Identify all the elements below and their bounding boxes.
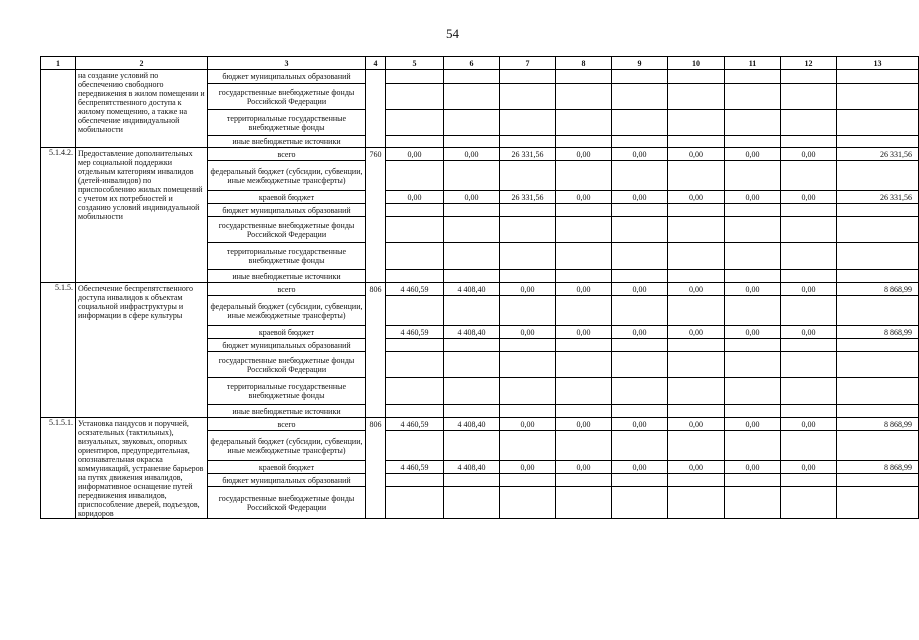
value-cell (725, 405, 781, 418)
value-cell (556, 136, 612, 148)
value-cell: 0,00 (781, 461, 837, 474)
value-cell (386, 110, 444, 136)
total-cell (837, 339, 919, 352)
funding-source: всего (208, 418, 366, 431)
funding-source: бюджет муниципальных образований (208, 474, 366, 487)
value-cell (612, 70, 668, 84)
funding-source: государственные внебюджетные фонды Российской Федерации (208, 352, 366, 378)
value-cell: 4 460,59 (386, 418, 444, 431)
total-cell (837, 243, 919, 270)
value-cell (500, 339, 556, 352)
value-cell (444, 217, 500, 243)
value-cell: 0,00 (668, 148, 725, 161)
value-cell: 4 408,40 (444, 326, 500, 339)
measure-name: Предоставление дополнительных мер социальной поддержки отдельным категориям инвалидов (детей-инвалидов) по приспособлению жилых помещений с учетом их потребностей и созданию условий индивидуальной мобильности (76, 148, 208, 283)
total-cell (837, 296, 919, 326)
value-cell (386, 431, 444, 461)
value-cell (444, 352, 500, 378)
value-cell (556, 110, 612, 136)
value-cell (725, 474, 781, 487)
item-number: 5.1.5. (41, 283, 76, 418)
value-cell: 0,00 (386, 148, 444, 161)
value-cell (725, 84, 781, 110)
value-cell: 0,00 (725, 326, 781, 339)
value-cell: 0,00 (668, 461, 725, 474)
total-cell: 8 868,99 (837, 461, 919, 474)
funding-source: бюджет муниципальных образований (208, 339, 366, 352)
value-cell (556, 474, 612, 487)
value-cell (725, 487, 781, 519)
value-cell: 0,00 (725, 191, 781, 204)
value-cell (725, 270, 781, 283)
header-cell: 7 (500, 57, 556, 70)
total-cell (837, 161, 919, 191)
value-cell (781, 204, 837, 217)
value-cell: 0,00 (556, 418, 612, 431)
header-cell: 8 (556, 57, 612, 70)
value-cell (612, 339, 668, 352)
funding-source: территориальные государственные внебюджетные фонды (208, 110, 366, 136)
value-cell (444, 204, 500, 217)
header-cell: 11 (725, 57, 781, 70)
value-cell (556, 405, 612, 418)
value-cell (386, 378, 444, 405)
value-cell (386, 405, 444, 418)
value-cell: 0,00 (556, 326, 612, 339)
value-cell (781, 161, 837, 191)
value-cell (444, 70, 500, 84)
funding-source: территориальные государственные внебюджетные фонды (208, 243, 366, 270)
value-cell (668, 70, 725, 84)
value-cell (725, 296, 781, 326)
total-cell (837, 204, 919, 217)
value-cell: 0,00 (612, 326, 668, 339)
table-body (41, 57, 919, 519)
value-cell (444, 84, 500, 110)
value-cell (612, 110, 668, 136)
header-cell: 12 (781, 57, 837, 70)
value-cell (556, 487, 612, 519)
value-cell (444, 270, 500, 283)
measure-name: Обеспечение беспрепятственного доступа инвалидов к объектам социальной инфраструктуры и информации в сфере культуры (76, 283, 208, 418)
value-cell (725, 204, 781, 217)
value-cell (668, 487, 725, 519)
value-cell (556, 339, 612, 352)
table-row (41, 148, 919, 161)
value-cell (500, 474, 556, 487)
value-cell (612, 296, 668, 326)
value-cell (612, 405, 668, 418)
value-cell (668, 84, 725, 110)
value-cell (556, 270, 612, 283)
value-cell (500, 431, 556, 461)
total-cell: 26 331,56 (837, 148, 919, 161)
funding-source: всего (208, 148, 366, 161)
value-cell (781, 70, 837, 84)
value-cell (781, 217, 837, 243)
item-number: 5.1.4.2. (41, 148, 76, 283)
value-cell (668, 161, 725, 191)
value-cell (725, 243, 781, 270)
value-cell (612, 136, 668, 148)
header-cell: 4 (366, 57, 386, 70)
value-cell (781, 110, 837, 136)
value-cell (612, 243, 668, 270)
value-cell (781, 136, 837, 148)
header-cell: 5 (386, 57, 444, 70)
value-cell (612, 217, 668, 243)
value-cell (612, 270, 668, 283)
value-cell (444, 161, 500, 191)
value-cell: 0,00 (725, 283, 781, 296)
value-cell (386, 296, 444, 326)
value-cell: 0,00 (781, 283, 837, 296)
value-cell: 0,00 (500, 283, 556, 296)
value-cell (556, 296, 612, 326)
funding-source: иные внебюджетные источники (208, 136, 366, 148)
funding-source: краевой бюджет (208, 326, 366, 339)
value-cell (612, 431, 668, 461)
value-cell (556, 204, 612, 217)
value-cell (500, 70, 556, 84)
header-cell: 13 (837, 57, 919, 70)
total-cell (837, 431, 919, 461)
value-cell (500, 161, 556, 191)
value-cell (386, 204, 444, 217)
total-cell (837, 270, 919, 283)
budget-code (366, 70, 386, 148)
value-cell (386, 487, 444, 519)
value-cell (612, 487, 668, 519)
table-row (41, 418, 919, 431)
total-cell (837, 217, 919, 243)
value-cell: 0,00 (612, 418, 668, 431)
funding-source: федеральный бюджет (субсидии, субвенции, иные межбюджетные трансферты) (208, 161, 366, 191)
total-cell: 26 331,56 (837, 191, 919, 204)
value-cell (556, 431, 612, 461)
value-cell (668, 474, 725, 487)
value-cell (668, 110, 725, 136)
value-cell (612, 474, 668, 487)
value-cell (386, 243, 444, 270)
item-number: 5.1.5.1. (41, 418, 76, 519)
value-cell (612, 204, 668, 217)
value-cell (781, 431, 837, 461)
page-number: 54 (446, 26, 459, 41)
value-cell: 0,00 (444, 148, 500, 161)
funding-source: государственные внебюджетные фонды Российской Федерации (208, 487, 366, 519)
value-cell (781, 243, 837, 270)
value-cell: 4 460,59 (386, 326, 444, 339)
funding-source: федеральный бюджет (субсидии, субвенции, иные межбюджетные трансферты) (208, 296, 366, 326)
total-cell (837, 136, 919, 148)
total-cell: 8 868,99 (837, 283, 919, 296)
financing-table (40, 56, 919, 519)
value-cell: 0,00 (668, 418, 725, 431)
funding-source: краевой бюджет (208, 461, 366, 474)
funding-source: государственные внебюджетные фонды Российской Федерации (208, 84, 366, 110)
total-cell: 8 868,99 (837, 418, 919, 431)
value-cell (386, 339, 444, 352)
value-cell: 26 331,56 (500, 148, 556, 161)
value-cell: 0,00 (725, 148, 781, 161)
value-cell (725, 136, 781, 148)
value-cell (444, 296, 500, 326)
value-cell (556, 378, 612, 405)
value-cell: 0,00 (556, 461, 612, 474)
value-cell (668, 243, 725, 270)
total-cell (837, 352, 919, 378)
value-cell (612, 161, 668, 191)
funding-source: территориальные государственные внебюджетные фонды (208, 378, 366, 405)
value-cell: 4 460,59 (386, 461, 444, 474)
value-cell: 0,00 (668, 326, 725, 339)
value-cell (781, 487, 837, 519)
value-cell (444, 378, 500, 405)
funding-source: бюджет муниципальных образований (208, 204, 366, 217)
value-cell (556, 161, 612, 191)
value-cell (386, 136, 444, 148)
value-cell (500, 487, 556, 519)
measure-name: на создание условий по обеспечению свободного передвижения в жилом помещении и беспрепятственного доступа к жилому помещению, а также на обеспечение индивидуальной мобильности (76, 70, 208, 148)
value-cell (386, 84, 444, 110)
value-cell (500, 204, 556, 217)
value-cell (668, 378, 725, 405)
value-cell: 0,00 (556, 283, 612, 296)
value-cell (725, 217, 781, 243)
header-cell: 1 (41, 57, 76, 70)
value-cell: 0,00 (725, 418, 781, 431)
item-number (41, 70, 76, 148)
value-cell: 4 408,40 (444, 418, 500, 431)
value-cell (556, 70, 612, 84)
total-cell: 8 868,99 (837, 326, 919, 339)
value-cell (556, 217, 612, 243)
value-cell (725, 339, 781, 352)
budget-code: 806 (366, 283, 386, 418)
value-cell (386, 474, 444, 487)
header-cell: 9 (612, 57, 668, 70)
value-cell (668, 217, 725, 243)
value-cell (444, 487, 500, 519)
value-cell (781, 352, 837, 378)
value-cell: 4 408,40 (444, 283, 500, 296)
total-cell (837, 70, 919, 84)
value-cell (725, 70, 781, 84)
value-cell: 0,00 (781, 191, 837, 204)
value-cell (725, 110, 781, 136)
value-cell (500, 243, 556, 270)
value-cell (781, 84, 837, 110)
budget-code: 760 (366, 148, 386, 283)
value-cell (500, 405, 556, 418)
value-cell (612, 84, 668, 110)
value-cell (386, 161, 444, 191)
value-cell (500, 296, 556, 326)
value-cell (781, 474, 837, 487)
value-cell (556, 352, 612, 378)
value-cell (668, 431, 725, 461)
value-cell: 0,00 (500, 461, 556, 474)
value-cell (500, 84, 556, 110)
value-cell (500, 110, 556, 136)
value-cell (781, 270, 837, 283)
value-cell: 0,00 (500, 418, 556, 431)
value-cell (668, 339, 725, 352)
value-cell (386, 70, 444, 84)
value-cell (444, 405, 500, 418)
value-cell (556, 84, 612, 110)
table-row (41, 70, 919, 84)
value-cell (668, 204, 725, 217)
measure-name: Установка пандусов и поручней, осязательных (тактильных), визуальных, звуковых, опорных ориентиров, предупредительная, опознавательная окраска коммуникаций, устранение барьеров на путях движения инвалидов, информативное оснащение путей передвижения инвалидов, приспособление дверей, подъездов, коридоров (76, 418, 208, 519)
header-cell: 10 (668, 57, 725, 70)
value-cell: 0,00 (500, 326, 556, 339)
value-cell: 26 331,56 (500, 191, 556, 204)
funding-source: всего (208, 283, 366, 296)
total-cell (837, 110, 919, 136)
value-cell (725, 378, 781, 405)
value-cell: 0,00 (668, 283, 725, 296)
value-cell: 0,00 (725, 461, 781, 474)
funding-source: федеральный бюджет (субсидии, субвенции, иные межбюджетные трансферты) (208, 431, 366, 461)
funding-source: иные внебюджетные источники (208, 405, 366, 418)
header-cell: 2 (76, 57, 208, 70)
funding-source: краевой бюджет (208, 191, 366, 204)
header-cell: 3 (208, 57, 366, 70)
value-cell: 0,00 (612, 283, 668, 296)
total-cell (837, 474, 919, 487)
value-cell (500, 352, 556, 378)
value-cell (500, 378, 556, 405)
value-cell: 0,00 (781, 418, 837, 431)
value-cell (556, 243, 612, 270)
value-cell (500, 217, 556, 243)
value-cell (444, 110, 500, 136)
value-cell (668, 405, 725, 418)
value-cell: 0,00 (781, 148, 837, 161)
value-cell (725, 352, 781, 378)
value-cell: 0,00 (556, 191, 612, 204)
header-cell: 6 (444, 57, 500, 70)
value-cell (386, 217, 444, 243)
value-cell (668, 136, 725, 148)
value-cell (386, 270, 444, 283)
total-cell (837, 84, 919, 110)
funding-source: государственные внебюджетные фонды Российской Федерации (208, 217, 366, 243)
value-cell (668, 270, 725, 283)
total-cell (837, 405, 919, 418)
budget-code: 806 (366, 418, 386, 519)
total-cell (837, 378, 919, 405)
value-cell (612, 352, 668, 378)
total-cell (837, 487, 919, 519)
value-cell: 0,00 (612, 461, 668, 474)
table-row (41, 283, 919, 296)
value-cell (781, 405, 837, 418)
value-cell (725, 161, 781, 191)
value-cell (500, 270, 556, 283)
value-cell (500, 136, 556, 148)
value-cell (612, 378, 668, 405)
value-cell: 0,00 (444, 191, 500, 204)
value-cell (444, 474, 500, 487)
value-cell: 0,00 (386, 191, 444, 204)
value-cell: 0,00 (612, 191, 668, 204)
value-cell: 0,00 (612, 148, 668, 161)
value-cell: 0,00 (556, 148, 612, 161)
value-cell (444, 243, 500, 270)
value-cell: 0,00 (781, 326, 837, 339)
value-cell (781, 296, 837, 326)
value-cell (444, 136, 500, 148)
value-cell (781, 339, 837, 352)
value-cell (444, 431, 500, 461)
value-cell (386, 352, 444, 378)
value-cell: 4 408,40 (444, 461, 500, 474)
value-cell: 0,00 (668, 191, 725, 204)
value-cell (781, 378, 837, 405)
value-cell: 4 460,59 (386, 283, 444, 296)
value-cell (725, 431, 781, 461)
funding-source: иные внебюджетные источники (208, 270, 366, 283)
value-cell (668, 352, 725, 378)
funding-source: бюджет муниципальных образований (208, 70, 366, 84)
header-row (41, 57, 919, 70)
value-cell (444, 339, 500, 352)
value-cell (668, 296, 725, 326)
